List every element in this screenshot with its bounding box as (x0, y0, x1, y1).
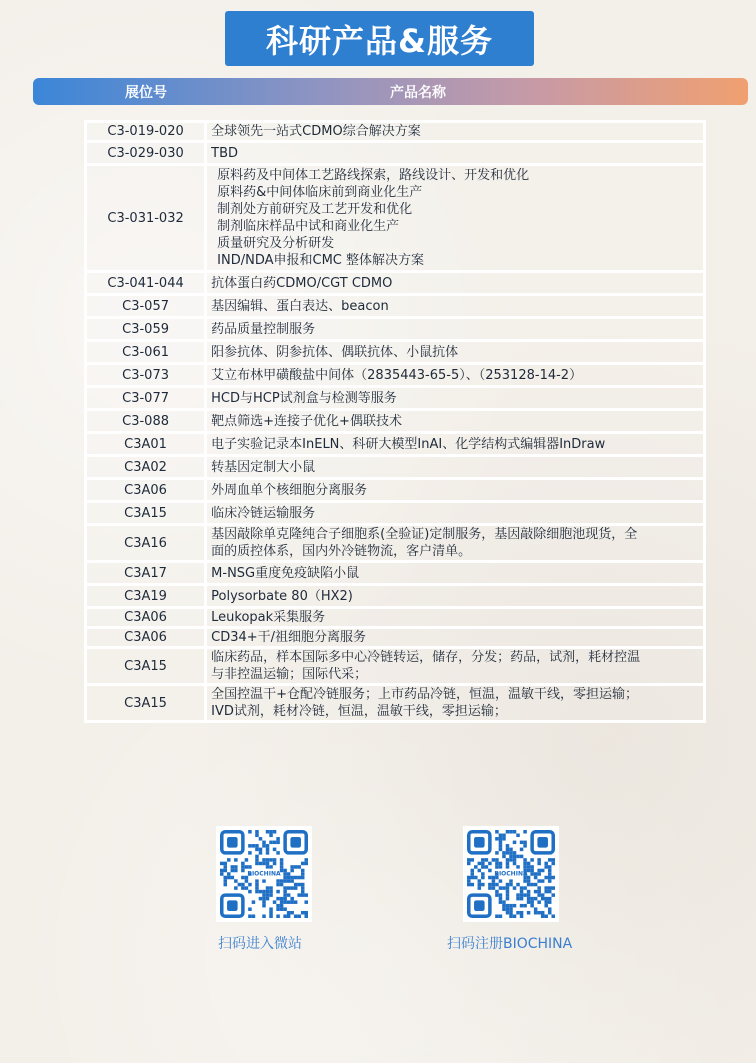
product-name-cell: TBD (207, 143, 706, 166)
product-name-cell: 临床冷链运输服务 (207, 503, 706, 526)
booth-number-cell: C3-057 (84, 296, 207, 319)
booth-number-cell: C3A06 (84, 609, 207, 629)
product-name-cell: 艾立布林甲磺酸盐中间体（2835443-65-5）、（253128-14-2） (207, 365, 706, 388)
table-row (84, 388, 706, 411)
product-name-cell (207, 166, 706, 273)
table-row (84, 319, 706, 342)
product-name-cell (207, 686, 706, 723)
product-name-cell: M-NSG重度免疫缺陷小鼠 (207, 563, 706, 586)
product-line: 原料药及中间体工艺路线探索，路线设计、开发和优化 (217, 168, 530, 183)
product-line: IND/NDA申报和CMC 整体解决方案 (217, 253, 425, 268)
table-row (84, 296, 706, 319)
booth-number-cell: C3A06 (84, 629, 207, 649)
product-name-cell: 抗体蛋白药CDMO/CGT CDMO (207, 273, 706, 296)
product-line: 质量研究及分析研发 (217, 236, 335, 251)
product-name-cell: 电子实验记录本InELN、科研大模型InAI、化学结构式编辑器InDraw (207, 434, 706, 457)
qr-caption-register: 扫码注册BIOCHINA (447, 936, 573, 952)
booth-number-cell: C3-019-020 (84, 120, 207, 143)
table-row (84, 526, 706, 563)
table-row (84, 434, 706, 457)
header-booth-number: 展位号 (125, 85, 167, 101)
product-table (84, 120, 706, 723)
product-line: 面的质控体系，国内外冷链物流，客户清单。 (211, 544, 472, 559)
product-line: IVD试剂，耗材冷链，恒温，温敏干线，零担运输； (211, 704, 507, 719)
product-name-cell: 转基因定制大小鼠 (207, 457, 706, 480)
table-row (84, 365, 706, 388)
product-line: 基因敲除单克隆纯合子细胞系(全验证)定制服务，基因敲除细胞池现货，全 (211, 527, 638, 542)
booth-number-cell: C3A02 (84, 457, 207, 480)
booth-number-cell: C3-029-030 (84, 143, 207, 166)
product-line: 与非控温运输；国际代采； (211, 667, 368, 682)
product-name-cell: 药品质量控制服务 (207, 319, 706, 342)
product-name-cell: 外周血单个核细胞分离服务 (207, 480, 706, 503)
booth-number-cell: C3-059 (84, 319, 207, 342)
qr-code-register (463, 826, 559, 922)
product-line: 全国控温干+仓配冷链服务；上市药品冷链，恒温，温敏干线，零担运输； (211, 687, 639, 702)
table-row (84, 143, 706, 166)
product-name-cell: HCD与HCP试剂盒与检测等服务 (207, 388, 706, 411)
product-name-cell (207, 526, 706, 563)
table-row (84, 649, 706, 686)
table-row (84, 411, 706, 434)
table-row (84, 629, 706, 649)
product-name-cell: 全球领先一站式CDMO综合解决方案 (207, 120, 706, 143)
booth-number-cell: C3A15 (84, 503, 207, 526)
table-row (84, 342, 706, 365)
product-line: 制剂临床样品中试和商业化生产 (217, 219, 400, 234)
booth-number-cell: C3-073 (84, 365, 207, 388)
table-row (84, 503, 706, 526)
booth-number-cell: C3-061 (84, 342, 207, 365)
booth-number-cell: C3A16 (84, 526, 207, 563)
table-row (84, 273, 706, 296)
header-product-name: 产品名称 (390, 85, 446, 101)
table-row (84, 120, 706, 143)
table-row (84, 166, 706, 273)
booth-number-cell: C3A01 (84, 434, 207, 457)
booth-number-cell: C3A17 (84, 563, 207, 586)
product-name-cell: Leukopak采集服务 (207, 609, 706, 629)
booth-number-cell: C3A15 (84, 686, 207, 723)
booth-number-cell: C3A06 (84, 480, 207, 503)
qr-code-icon (216, 826, 312, 922)
product-name-cell: 阳参抗体、阴参抗体、偶联抗体、小鼠抗体 (207, 342, 706, 365)
qr-logo-text: BIOCHINA (247, 870, 281, 878)
qr-code-icon (463, 826, 559, 922)
table-row (84, 457, 706, 480)
product-line: 原料药&中间体临床前到商业化生产 (217, 185, 423, 200)
booth-number-cell: C3-031-032 (84, 166, 207, 273)
table-row (84, 480, 706, 503)
product-name-cell: CD34+干/祖细胞分离服务 (207, 629, 706, 649)
booth-number-cell: C3-041-044 (84, 273, 207, 296)
product-name-cell: 靶点筛选+连接子优化+偶联技术 (207, 411, 706, 434)
table-row (84, 686, 706, 723)
qr-caption-wechat-site: 扫码进入微站 (218, 936, 302, 952)
booth-number-cell: C3A19 (84, 586, 207, 609)
table-header-bar (33, 78, 748, 105)
qr-code-wechat-site (216, 826, 312, 922)
table-row (84, 563, 706, 586)
page-title: 科研产品&服务 (225, 11, 534, 66)
product-name-cell (207, 649, 706, 686)
table-row (84, 609, 706, 629)
booth-number-cell: C3-077 (84, 388, 207, 411)
qr-logo-text: BIOCHINA (494, 870, 528, 878)
product-line: 临床药品，样本国际多中心冷链转运，储存，分发；药品，试剂，耗材控温 (211, 650, 641, 665)
table-row (84, 586, 706, 609)
product-name-cell: 基因编辑、蛋白表达、beacon (207, 296, 706, 319)
product-line: 制剂处方前研究及工艺开发和优化 (217, 202, 413, 217)
booth-number-cell: C3-088 (84, 411, 207, 434)
booth-number-cell: C3A15 (84, 649, 207, 686)
product-name-cell: Polysorbate 80（HX2) (207, 586, 706, 609)
